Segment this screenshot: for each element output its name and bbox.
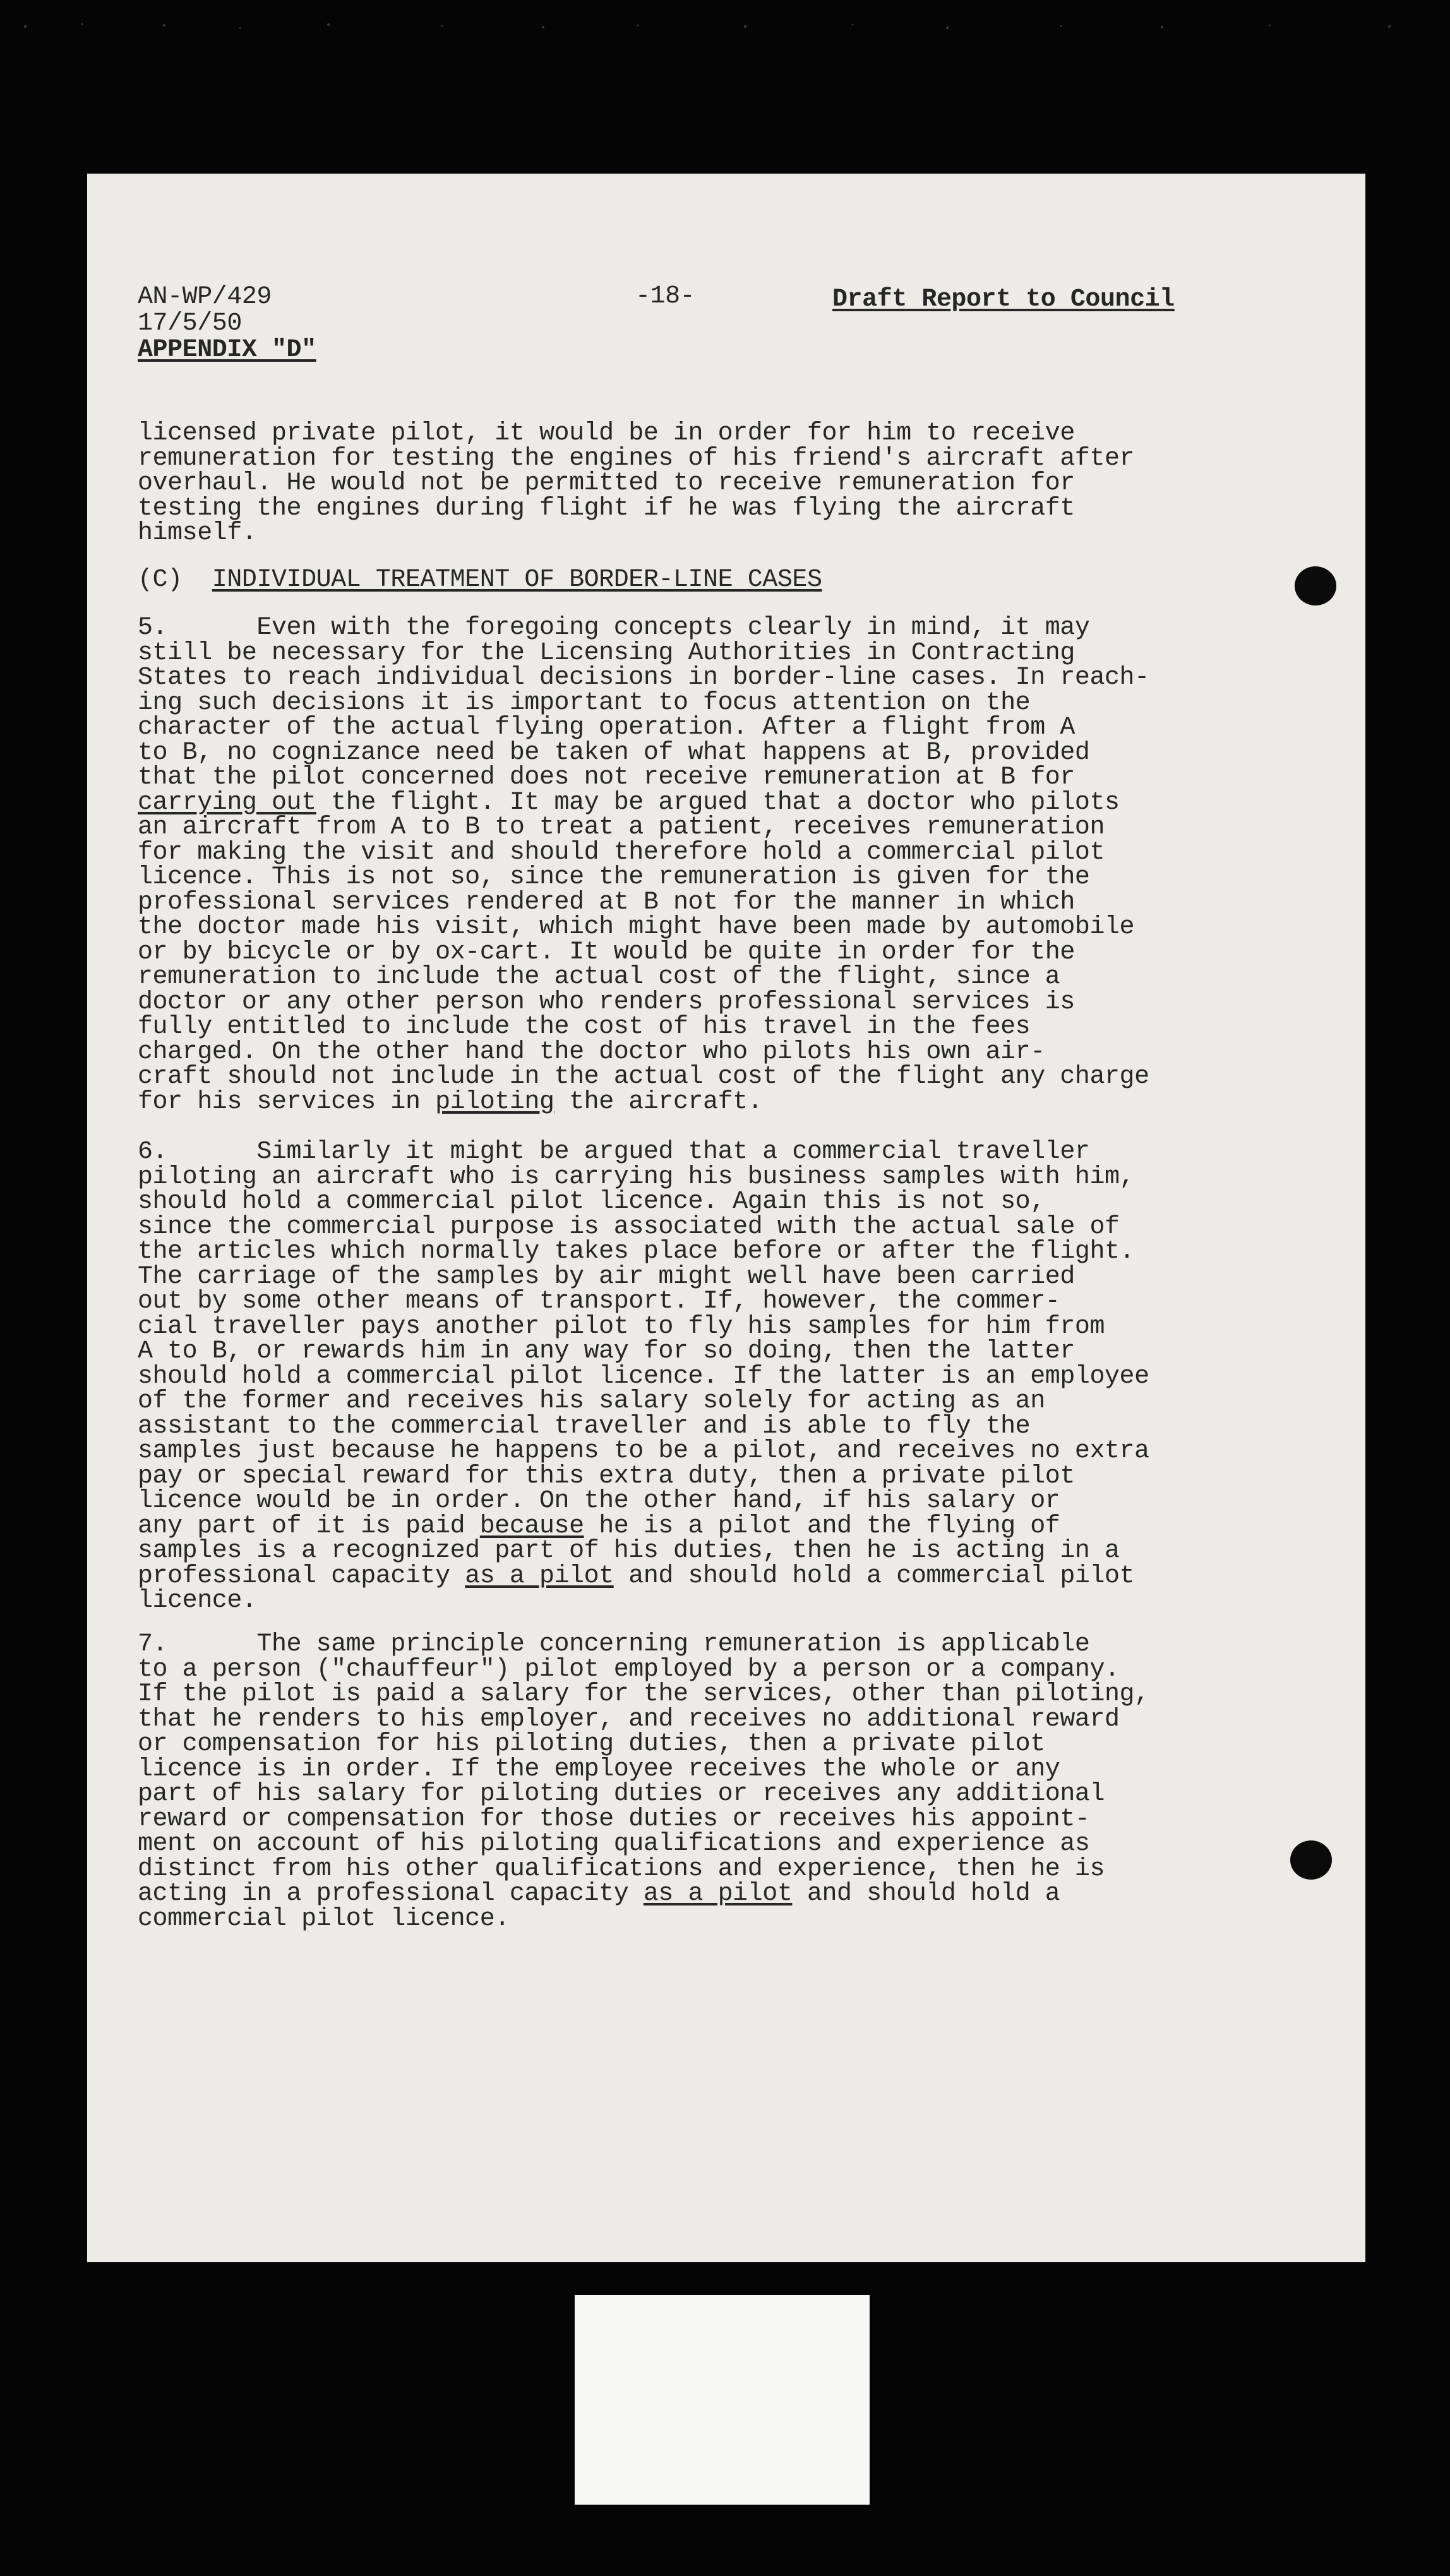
paragraph-6 [138, 1140, 1149, 1614]
paragraph-7-emphasis-1: as a pilot [643, 1880, 793, 1908]
paragraph-6-emphasis-2: as a pilot [465, 1561, 614, 1590]
paragraph-6-emphasis-1: because [479, 1512, 584, 1541]
section-heading [138, 568, 822, 593]
section-label: (C) [138, 566, 183, 594]
paragraph-5 [138, 616, 1149, 1114]
film-edge-specks [0, 0, 1450, 51]
paragraph-5-text-a: 5. Even with the foregoing concepts clearly in mind, it may still be necessary for the Licensing Authorities in Contracting States to reach individual decisions in border-line cases. In reach- ing such decisions it is important to focus attention on the character of the actual flying operation. After a flight from A to B, no cognizance need be taken of what happens at B, provided that the pilot concerned does not receive remuneration at B for [138, 614, 1149, 792]
paragraph-5-text-b: the flight. It may be argued that a doctor who pilots an aircraft from A to B to treat a patient, receives remuneration for making the visit and should therefore hold a commercial pilot licence. This is not so, since the remuneration is given for the professional services rendered at B not for the manner in which the doctor made his visit, which might have been made by automobile or by bicycle or by ox-cart. It would be quite in order for the remuneration to include the actual cost of the flight, since a doctor or any other person who renders professional services is fully entitled to include the cost of his travel in the fees charged. On the other hand the doctor who pilots his own air- craft should not include in the actual cost of the flight any charge for his services in [138, 788, 1149, 1116]
paragraph-5-text-c: the aircraft. [554, 1087, 763, 1116]
document-page [87, 174, 1365, 2262]
document-reference [138, 284, 316, 364]
document-title: Draft Report to Council [832, 285, 1175, 314]
blank-target-card [575, 2295, 870, 2505]
section-title: INDIVIDUAL TREATMENT OF BORDER-LINE CASES [212, 566, 822, 594]
appendix-label: APPENDIX "D" [138, 336, 316, 364]
paragraph-6-text-c: and should hold a commercial pilot licence. [138, 1561, 1135, 1615]
paragraph-5-emphasis-1: carrying out [138, 788, 316, 817]
paragraph-7-text-a: 7. The same principle concerning remuneration is applicable to a person ("chauffeur") pilot employed by a person or a company. If the pilot is paid a salary for the services, other than piloting, that he renders to his employer, and receives no additional reward or compensation for his piloting duties, then a private pilot licence is in order. If the employee receives the whole or any part of his salary for piloting duties or receives any additional reward or compensation for those duties or receives his appoint- ment on account of his piloting qualifications and experience as distinct from his other qualifications and experience, then he is acting in a professional capacity [138, 1630, 1149, 1908]
paragraph-7-text-b: and should hold a commercial pilot licence. [138, 1880, 1060, 1933]
continued-paragraph: licensed private pilot, it would be in order for him to receive remuneration for testing the engines of his friend's aircraft after overhaul. He would not be permitted to receive remuneration for testing the engines during flight if he was flying the aircraft himself. [138, 419, 1135, 547]
punch-hole-bottom [1290, 1840, 1332, 1880]
reference-number-date: AN-WP/429 17/5/50 [138, 283, 272, 338]
punch-hole-top [1295, 566, 1336, 605]
page-number: -18- [635, 282, 695, 311]
paragraph-7 [138, 1632, 1149, 1931]
paragraph-6-text-a: 6. Similarly it might be argued that a commercial traveller piloting an aircraft who is carrying his business samples with him, should hold a commercial pilot licence. Again this is not so, since the commercial purpose is associated with the actual sale of the articles which normally takes place before or after the flight. The carriage of the samples by air might well have been carried out by some other means of transport. If, however, the commer- cial traveller pays another pilot to fly his samples for him from A to B, or rewards him in any way for so doing, then the latter should hold a commercial pilot licence. If the latter is an employee of the former and receives his salary solely for acting as an assistant to the commercial traveller and is able to fly the samples just because he happens to be a pilot, and receives no extra pay or special reward for this extra duty, then a private pilot licence would be in order. On the other hand, if his salary or any part of it is paid [138, 1138, 1149, 1541]
paragraph-5-emphasis-2: piloting [435, 1087, 554, 1116]
paragraph-6-text-b: he is a pilot and the flying of samples is a recognized part of his duties, then he is acting in a professional capacity [138, 1512, 1120, 1590]
